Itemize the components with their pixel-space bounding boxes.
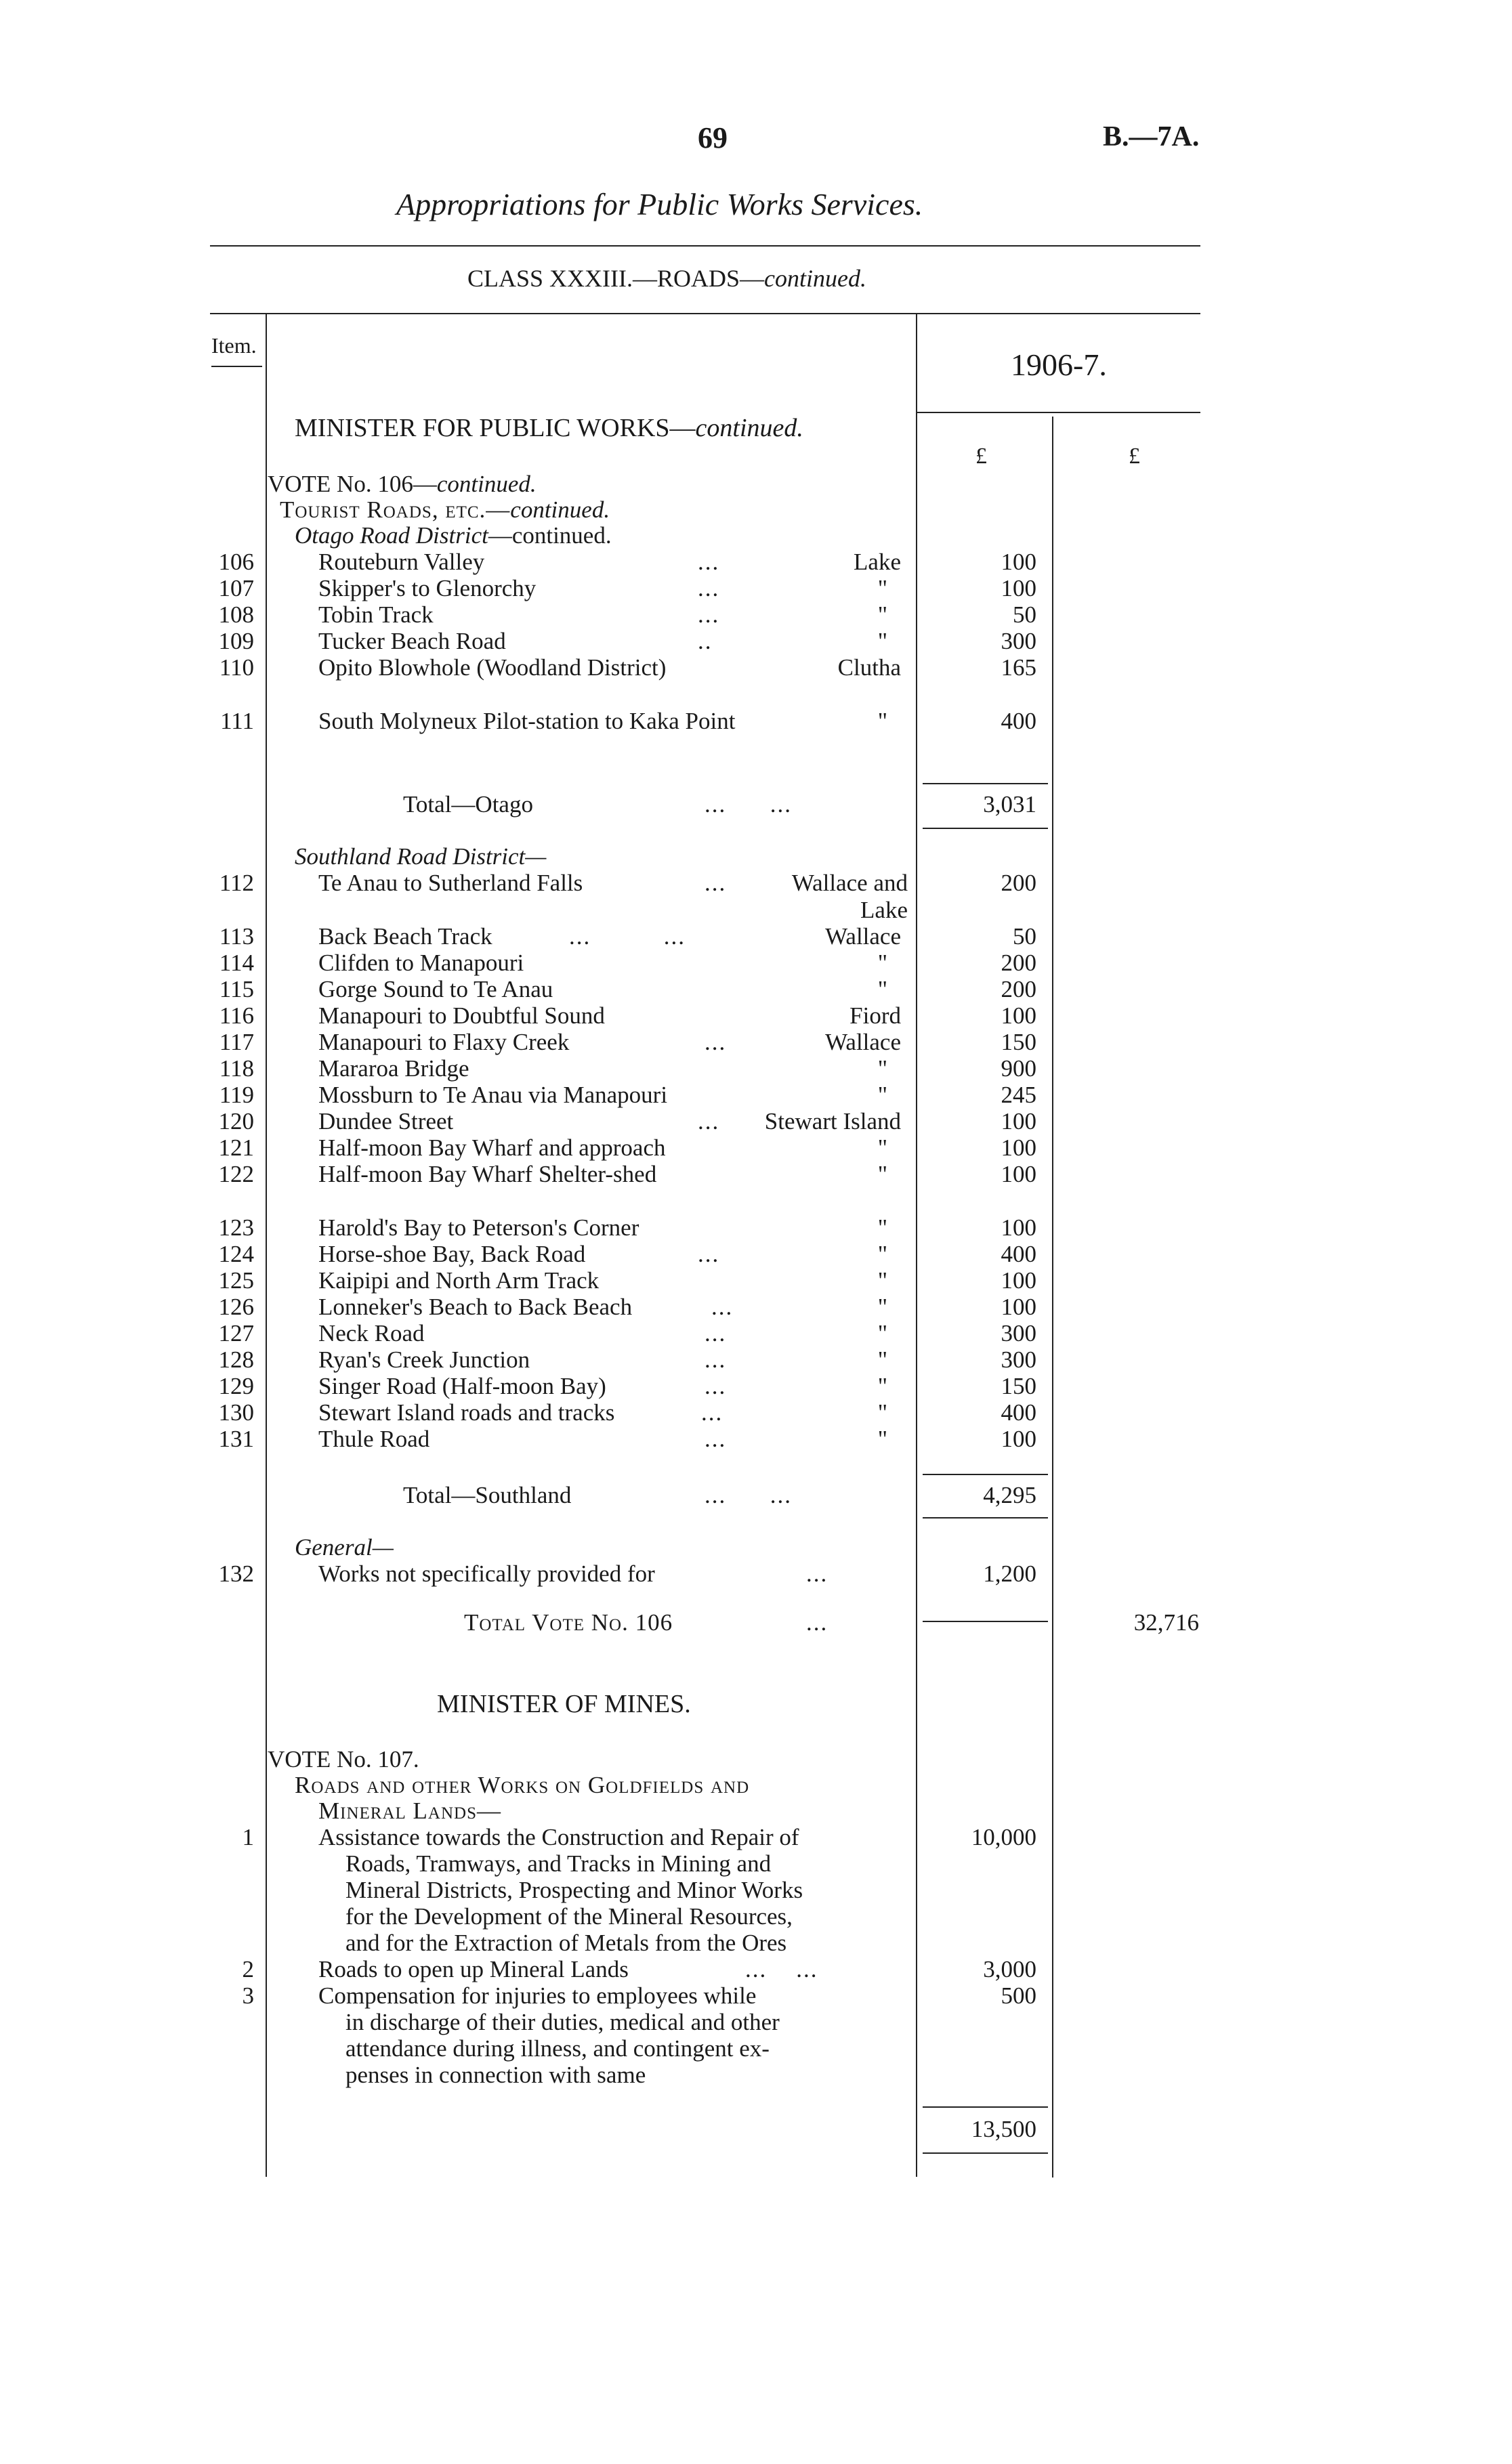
leader-dots: ... xyxy=(698,549,720,575)
district-column-rule xyxy=(916,314,917,2177)
otago-district-suffix: —continued. xyxy=(488,522,612,549)
item-number: 131 xyxy=(218,1426,254,1452)
item-number: 119 xyxy=(219,1082,254,1108)
minister-public-works-heading xyxy=(295,415,803,442)
mines-roads-heading-line1: Roads and other Works on Goldfields and xyxy=(295,1772,750,1798)
amount-value: 200 xyxy=(1001,870,1036,896)
title-rule xyxy=(210,245,1200,247)
item-description-text: South Molyneux Pilot-station to Kaka Point xyxy=(318,708,736,734)
item-number: 124 xyxy=(218,1241,254,1267)
amount-value: 100 xyxy=(1001,1294,1036,1320)
vote-total-rule xyxy=(923,1621,1048,1622)
amount-value: 100 xyxy=(1001,575,1036,601)
item-number: 120 xyxy=(218,1108,254,1134)
amount-value: 400 xyxy=(1001,1399,1036,1426)
item-header-underline xyxy=(211,366,262,367)
item-description: Stewart Island roads and tracks xyxy=(318,1399,615,1426)
district-name: Wallace xyxy=(825,1029,901,1055)
page-number: 69 xyxy=(698,121,728,154)
item-number: 127 xyxy=(218,1320,254,1346)
leader-dots: ... xyxy=(711,1294,734,1320)
amount-value: 500 xyxy=(1001,1982,1036,2009)
total-vote-106-value: 32,716 xyxy=(1133,1609,1199,1636)
vote-107-heading: VOTE No. 107. xyxy=(268,1746,419,1772)
leader-dots: ... xyxy=(705,870,727,896)
district-name: " xyxy=(877,976,887,1002)
item-number: 112 xyxy=(219,870,254,896)
item-description: Tobin Track xyxy=(318,601,434,628)
vote-106-heading xyxy=(268,471,537,498)
district-name: Lake xyxy=(854,549,901,575)
item-number: 128 xyxy=(218,1346,254,1373)
item-description: Skipper's to Glenorchy xyxy=(318,575,537,601)
page-title: Appropriations for Public Works Services. xyxy=(396,187,923,221)
mines-roads-heading-line2: Mineral Lands— xyxy=(318,1798,501,1824)
subtotal-close-rule xyxy=(923,1517,1048,1518)
amount-value: 300 xyxy=(1001,1320,1036,1346)
district-name: " xyxy=(877,575,887,601)
leader-dots: ... ... xyxy=(705,791,792,817)
item-description-line: and for the Extraction of Metals from the Ores xyxy=(345,1930,787,1956)
item-description-line: attendance during illness, and contingent ex- xyxy=(345,2035,770,2062)
leader-dots: ... xyxy=(698,1108,720,1134)
item-description: Singer Road (Half-moon Bay) xyxy=(318,1373,606,1399)
district-name: Wallace and Lake xyxy=(791,870,908,923)
item-number: 114 xyxy=(219,950,254,976)
amount-value: 300 xyxy=(1001,628,1036,654)
item-description: Manapouri to Doubtful Sound xyxy=(318,1002,605,1029)
general-heading: General— xyxy=(295,1534,394,1560)
currency-header-1: £ xyxy=(975,444,987,469)
item-description-line: Compensation for injuries to employees while xyxy=(318,1982,757,2009)
table-top-rule xyxy=(210,313,1200,314)
tourist-roads-text: Tourist Roads, etc.— xyxy=(280,496,511,523)
tourist-roads-suffix: continued. xyxy=(510,496,610,523)
district-name: " xyxy=(877,1082,887,1108)
leader-dots: ... xyxy=(806,1560,828,1587)
district-name: " xyxy=(877,1241,887,1267)
district-name: " xyxy=(877,601,887,628)
leader-dots: ... ... xyxy=(569,923,686,950)
item-number: 125 xyxy=(218,1267,254,1294)
amount-value: 1,200 xyxy=(983,1560,1036,1587)
leader-dots: ... xyxy=(698,1241,720,1267)
total-otago-label: Total—Otago xyxy=(403,791,533,817)
total-southland-label: Total—Southland xyxy=(403,1482,572,1508)
item-description: Thule Road xyxy=(318,1426,430,1452)
item-description-line: Roads to open up Mineral Lands xyxy=(318,1956,629,1982)
item-number: 110 xyxy=(219,654,254,681)
class-title-main: CLASS XXXIII.—ROADS— xyxy=(467,265,765,292)
item-number: 117 xyxy=(219,1029,254,1055)
year-header-underline xyxy=(916,412,1200,413)
class-title xyxy=(467,264,866,293)
leader-dots: ... ... xyxy=(705,1482,792,1508)
item-number: 115 xyxy=(219,976,254,1002)
amount-column-rule xyxy=(1052,417,1053,2178)
subtotal-rule xyxy=(923,1474,1048,1475)
item-description: Mararoa Bridge xyxy=(318,1055,469,1082)
item-description: Tucker Beach Road xyxy=(318,628,506,654)
item-number: 107 xyxy=(218,575,254,601)
item-description xyxy=(318,654,738,681)
item-description: Neck Road xyxy=(318,1320,425,1346)
amount-value: 100 xyxy=(1001,549,1036,575)
item-description: Mossburn to Te Anau via Manapouri xyxy=(318,1082,668,1108)
leader-dots: ... xyxy=(806,1609,828,1636)
district-name: " xyxy=(877,1214,887,1241)
district-name: " xyxy=(877,1294,887,1320)
document-reference: B.—7A. xyxy=(1103,121,1200,152)
southland-district-heading: Southland Road District— xyxy=(295,843,547,870)
district-name: " xyxy=(877,1373,887,1399)
item-description xyxy=(318,1161,738,1188)
vote-106-text: VOTE No. 106— xyxy=(268,471,437,497)
leader-dots: ... xyxy=(705,1320,727,1346)
amount-value: 200 xyxy=(1001,950,1036,976)
amount-value: 165 xyxy=(1001,654,1036,681)
leader-dots: ... xyxy=(698,575,720,601)
amount-value: 100 xyxy=(1001,1161,1036,1187)
subtotal-close-rule xyxy=(923,2152,1048,2154)
item-number: 122 xyxy=(218,1161,254,1187)
subtotal-rule xyxy=(923,783,1048,784)
district-name: " xyxy=(877,708,887,734)
item-number: 3 xyxy=(242,1982,254,2009)
district-name: " xyxy=(877,950,887,976)
item-number: 118 xyxy=(219,1055,254,1082)
item-description-text: Half-moon Bay Wharf Shelter-shed xyxy=(318,1161,657,1187)
item-number: 126 xyxy=(218,1294,254,1320)
district-name: Stewart Island xyxy=(764,1108,901,1134)
district-name: Fiord xyxy=(849,1002,901,1029)
item-description-line: penses in connection with same xyxy=(345,2062,646,2088)
amount-value: 400 xyxy=(1001,708,1036,734)
amount-value: 245 xyxy=(1001,1082,1036,1108)
item-description-line: Mineral Districts, Prospecting and Minor Works xyxy=(345,1877,803,1903)
item-number: 108 xyxy=(218,601,254,628)
district-name: " xyxy=(877,1161,887,1187)
district-name: " xyxy=(877,1055,887,1082)
item-description: Harold's Bay to Peterson's Corner xyxy=(318,1214,639,1241)
leader-dots: ... ... xyxy=(745,1956,818,1982)
leader-dots: ... xyxy=(705,1373,727,1399)
item-description-line: for the Development of the Mineral Resources, xyxy=(345,1903,793,1930)
item-description: Back Beach Track xyxy=(318,923,492,950)
item-column-rule xyxy=(266,314,267,2177)
item-description: Gorge Sound to Te Anau xyxy=(318,976,553,1002)
leader-dots: ... xyxy=(705,1029,727,1055)
amount-value: 3,000 xyxy=(983,1956,1036,1982)
item-number: 116 xyxy=(219,1002,254,1029)
item-column-header: Item. xyxy=(211,333,257,358)
item-number: 129 xyxy=(218,1373,254,1399)
item-description: Manapouri to Flaxy Creek xyxy=(318,1029,570,1055)
amount-value: 100 xyxy=(1001,1426,1036,1452)
item-number: 132 xyxy=(218,1560,254,1587)
subtotal-close-rule xyxy=(923,828,1048,829)
district-name: " xyxy=(877,628,887,654)
district-name: Clutha xyxy=(837,654,901,681)
district-name: " xyxy=(877,1399,887,1426)
item-description: Te Anau to Sutherland Falls xyxy=(318,870,583,896)
leader-dots: ... xyxy=(701,1399,723,1426)
item-description: Kaipipi and North Arm Track xyxy=(318,1267,600,1294)
amount-value: 10,000 xyxy=(971,1824,1036,1850)
item-number: 130 xyxy=(218,1399,254,1426)
item-description: Clifden to Manapouri xyxy=(318,950,524,976)
item-number: 113 xyxy=(219,923,254,950)
district-name: " xyxy=(877,1320,887,1346)
amount-value: 400 xyxy=(1001,1241,1036,1267)
item-description-line: Roads, Tramways, and Tracks in Mining and xyxy=(345,1850,772,1877)
leader-dots: ... xyxy=(705,1346,727,1373)
district-name: " xyxy=(877,1426,887,1452)
item-number: 106 xyxy=(218,549,254,575)
amount-value: 100 xyxy=(1001,1214,1036,1241)
item-number: 1 xyxy=(242,1824,254,1850)
total-otago-value: 3,031 xyxy=(983,791,1036,817)
year-header: 1906-7. xyxy=(1011,347,1107,382)
leader-dots: .. xyxy=(698,628,713,654)
amount-value: 50 xyxy=(1013,923,1036,950)
item-description-line: Assistance towards the Construction and Repair of xyxy=(318,1824,799,1850)
amount-value: 900 xyxy=(1001,1055,1036,1082)
vote-106-suffix: continued. xyxy=(436,471,537,497)
item-description: Horse-shoe Bay, Back Road xyxy=(318,1241,586,1267)
leader-dots: ... xyxy=(705,1426,727,1452)
item-description: Routeburn Valley xyxy=(318,549,485,575)
district-name: Wallace xyxy=(825,923,901,950)
class-title-suffix: continued. xyxy=(764,265,866,292)
item-description: Half-moon Bay Wharf and approach xyxy=(318,1134,666,1161)
currency-header-2: £ xyxy=(1129,444,1140,469)
amount-value: 50 xyxy=(1013,601,1036,628)
item-description-text: Opito Blowhole (Woodland District) xyxy=(318,654,667,681)
amount-value: 100 xyxy=(1001,1002,1036,1029)
amount-value: 300 xyxy=(1001,1346,1036,1373)
minister-mines-heading: MINISTER OF MINES. xyxy=(437,1690,691,1718)
leader-dots: ... xyxy=(698,601,720,628)
otago-district-heading xyxy=(295,522,612,549)
otago-district-text: Otago Road District xyxy=(295,522,488,549)
subtotal-rule xyxy=(923,2106,1048,2108)
amount-value: 100 xyxy=(1001,1108,1036,1134)
item-number: 121 xyxy=(218,1134,254,1161)
district-name: " xyxy=(877,1134,887,1161)
district-name: " xyxy=(877,1346,887,1373)
amount-value: 100 xyxy=(1001,1267,1036,1294)
item-number: 109 xyxy=(218,628,254,654)
item-number: 111 xyxy=(220,708,254,734)
item-description: Lonneker's Beach to Back Beach xyxy=(318,1294,633,1320)
amount-value: 150 xyxy=(1001,1029,1036,1055)
amount-value: 100 xyxy=(1001,1134,1036,1161)
item-description: Works not specifically provided for xyxy=(318,1560,655,1587)
tourist-roads-heading xyxy=(280,496,610,524)
minister-public-works-suffix: continued. xyxy=(695,414,803,442)
item-description-line: in discharge of their duties, medical and other xyxy=(345,2009,780,2035)
district-name: " xyxy=(877,1267,887,1294)
item-description: Ryan's Creek Junction xyxy=(318,1346,530,1373)
total-southland-value: 4,295 xyxy=(983,1482,1036,1508)
minister-public-works-text: MINISTER FOR PUBLIC WORKS— xyxy=(295,414,696,442)
item-description: Dundee Street xyxy=(318,1108,454,1134)
amount-value: 200 xyxy=(1001,976,1036,1002)
total-vote-106-label: Total Vote No. 106 xyxy=(464,1609,673,1636)
item-number: 2 xyxy=(242,1956,254,1982)
item-description xyxy=(318,708,738,735)
vote-107-total-value: 13,500 xyxy=(971,2116,1036,2142)
item-number: 123 xyxy=(218,1214,254,1241)
amount-value: 150 xyxy=(1001,1373,1036,1399)
